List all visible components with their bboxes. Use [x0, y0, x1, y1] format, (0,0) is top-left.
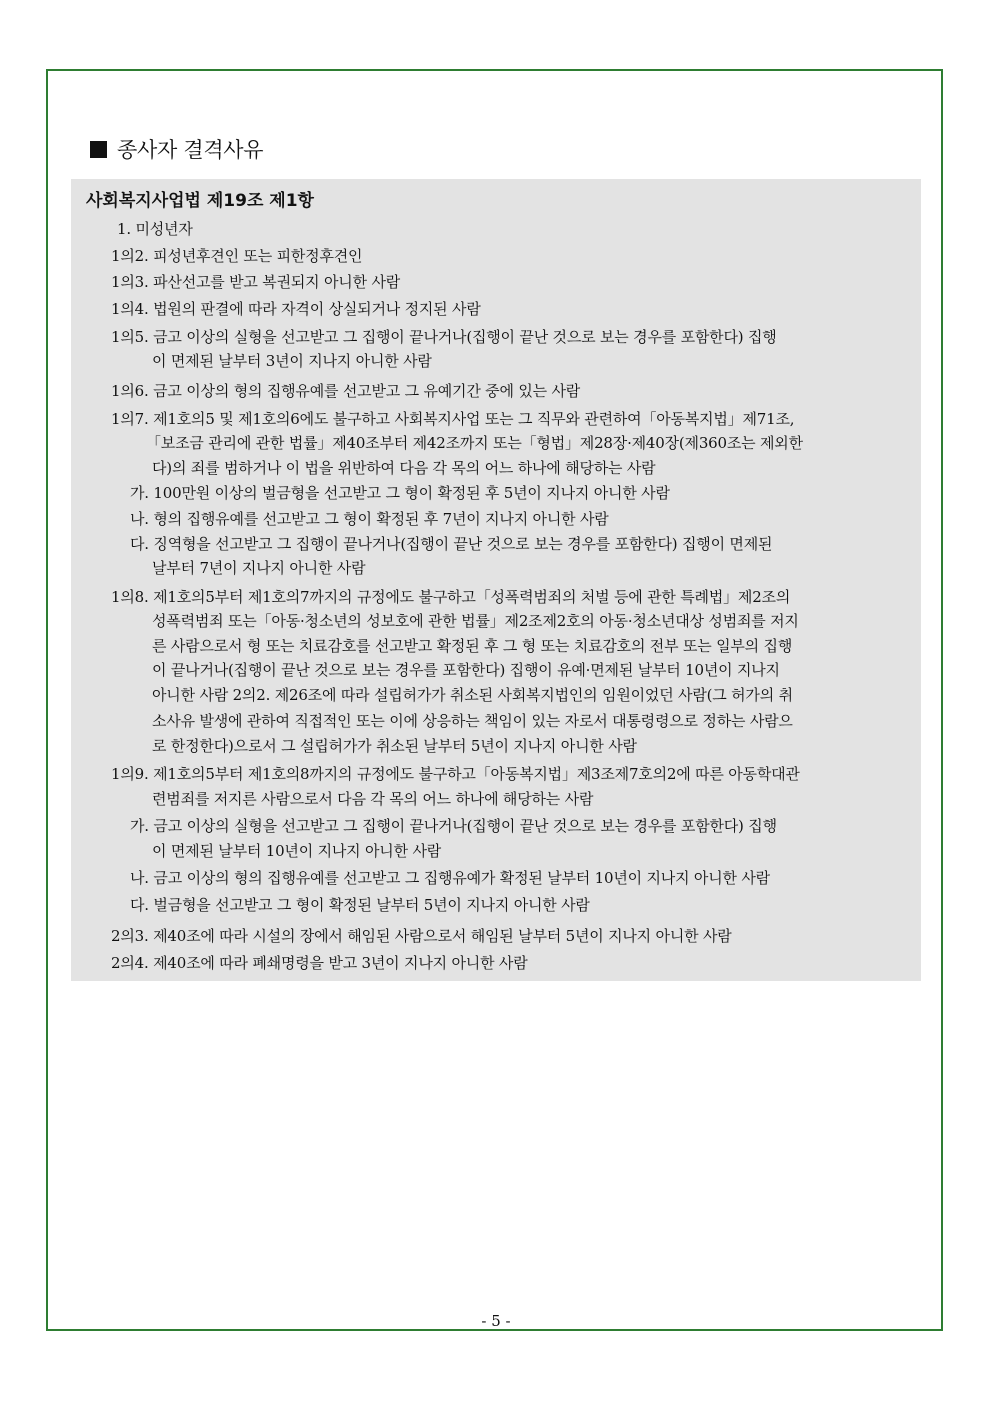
law-line: 1. 미성년자: [117, 220, 193, 238]
law-line: 1의6. 금고 이상의 형의 집행유예를 선고받고 그 유예기간 중에 있는 사람: [111, 382, 581, 400]
law-line: 다)의 죄를 범하거나 이 법을 위반하여 다음 각 목의 어느 하나에 해당하는 사람: [152, 459, 656, 477]
law-line: 1의8. 제1호의5부터 제1호의7까지의 규정에도 불구하고「성폭력범죄의 처벌 등에 관한 특례법」제2조의: [111, 588, 791, 606]
law-line: 다. 징역형을 선고받고 그 집행이 끝나거나(집행이 끝난 것으로 보는 경우를 포함한다) 집행이 면제된: [130, 535, 773, 553]
law-line: 로 한정한다)으로서 그 설립허가가 취소된 날부터 5년이 지나지 아니한 사람: [152, 737, 637, 755]
law-line: 가. 100만원 이상의 벌금형을 선고받고 그 형이 확정된 후 5년이 지나지 아니한 사람: [130, 484, 670, 502]
law-line: 이 끝나거나(집행이 끝난 것으로 보는 경우를 포함한다) 집행이 유예·면제된 날부터 10년이 지나지: [152, 661, 780, 679]
law-line: 1의9. 제1호의5부터 제1호의8까지의 규정에도 불구하고「아동복지법」제3조제7호의2에 따른 아동학대관: [111, 765, 800, 783]
law-line: 다. 벌금형을 선고받고 그 형이 확정된 날부터 5년이 지나지 아니한 사람: [130, 896, 590, 914]
law-line: 나. 금고 이상의 형의 집행유예를 선고받고 그 집행유예가 확정된 날부터 10년이 지나지 아니한 사람: [130, 869, 770, 887]
law-line: 1의7. 제1호의5 및 제1호의6에도 불구하고 사회복지사업 또는 그 직무와 관련하여「아동복지법」제71조,: [111, 410, 795, 428]
section-heading: [90, 134, 263, 164]
law-title: 사회복지사업법 제19조 제1항: [86, 191, 314, 211]
law-line: 성폭력범죄 또는「아동·청소년의 성보호에 관한 법률」제2조제2호의 아동·청소년대상 성범죄를 저지: [152, 612, 799, 630]
section-heading-text: 종사자 결격사유: [117, 138, 264, 162]
law-line: 날부터 7년이 지나지 아니한 사람: [152, 559, 366, 577]
law-line: 나. 형의 집행유예를 선고받고 그 형이 확정된 후 7년이 지나지 아니한 사람: [130, 510, 609, 528]
law-line: 이 면제된 날부터 3년이 지나지 아니한 사람: [152, 352, 432, 370]
law-line: 이 면제된 날부터 10년이 지나지 아니한 사람: [152, 842, 442, 860]
law-line: 아니한 사람 2의2. 제26조에 따라 설립허가가 취소된 사회복지법인의 임원이었던 사람(그 허가의 취: [152, 686, 793, 704]
law-line: 1의4. 법원의 판결에 따라 자격이 상실되거나 정지된 사람: [111, 300, 481, 318]
law-line: 소사유 발생에 관하여 직접적인 또는 이에 상응하는 책임이 있는 자로서 대통령령으로 정하는 사람으: [152, 712, 793, 730]
law-line: 가. 금고 이상의 실형을 선고받고 그 집행이 끝나거나(집행이 끝난 것으로 보는 경우를 포함한다) 집행: [130, 817, 777, 835]
law-line: 「보조금 관리에 관한 법률」제40조부터 제42조까지 또는「형법」제28장·제40장(제360조는 제외한: [146, 434, 803, 452]
law-line: 2의3. 제40조에 따라 시설의 장에서 해임된 사람으로서 해임된 날부터 5년이 지나지 아니한 사람: [111, 927, 732, 945]
page-number: - 5 -: [481, 1312, 511, 1330]
law-line: 1의3. 파산선고를 받고 복권되지 아니한 사람: [111, 273, 401, 291]
law-line: 1의5. 금고 이상의 실형을 선고받고 그 집행이 끝나거나(집행이 끝난 것으로 보는 경우를 포함한다) 집행: [111, 328, 777, 346]
law-line: 른 사람으로서 형 또는 치료감호를 선고받고 확정된 후 그 형 또는 치료감호의 전부 또는 일부의 집행: [152, 637, 793, 655]
law-line: 1의2. 피성년후견인 또는 피한정후견인: [111, 247, 363, 265]
black-square-icon: [90, 141, 107, 158]
law-line: 련범죄를 저지른 사람으로서 다음 각 목의 어느 하나에 해당하는 사람: [152, 790, 594, 808]
law-line: 2의4. 제40조에 따라 폐쇄명령을 받고 3년이 지나지 아니한 사람: [111, 954, 528, 972]
